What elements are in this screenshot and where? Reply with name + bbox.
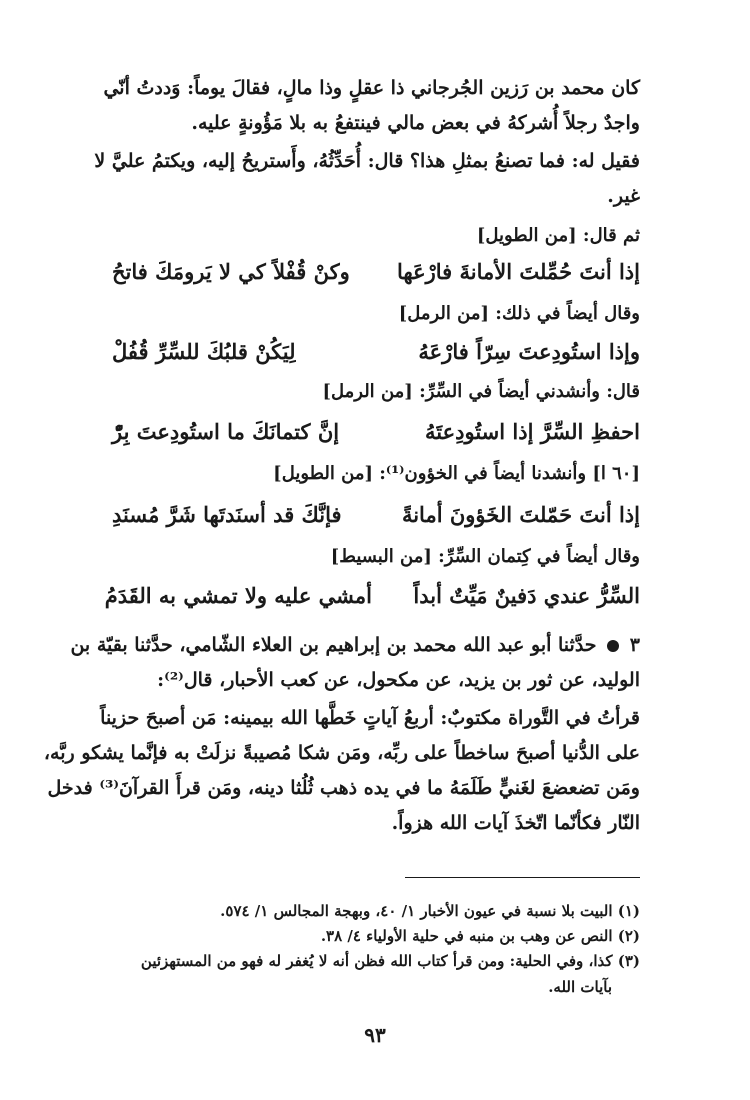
poem-1-first-hemistich: إذا أنتَ حُمِّلتَ الأمانةَ فارْعَها [396,259,640,284]
poem-4-intro: [٦٠ ا] وأنشدنا أيضاً في الخؤون⁽¹⁾: [من الطويل] [273,463,640,484]
footnote-2: (٢) النص عن وهب بن منبه في حلية الأولياء ٤/ ٣٨. [320,927,640,945]
hadith-text-line-1: قرأتُ في التَّوراة مكتوبٌ: أربعُ آياتٍ خَطَّها الله بيمينه: مَن أصبحَ حزيناً [100,707,640,729]
poem-5-first-hemistich: السِّرُّ عندي دَفينٌ مَيِّتٌ أبداً [413,583,640,608]
footnote-3-continuation: بآيات الله. [548,978,612,996]
hadith-text-line-4: النّار فكأنّما اتّخذَ آيات الله هزواً. [391,812,640,834]
poem-3-verse [112,412,640,452]
page-number: ٩٣ [364,1023,386,1047]
footnote-1: (١) البيت بلا نسبة في عيون الأخبار ١/ ٤٠، وبهجة المجالس ١/ ٥٧٤. [220,902,640,920]
hadith-number: ٣ [629,634,640,656]
hadith-text-line-2: على الدُّنيا أصبحَ ساخطاً على ربِّه، ومَن شكا مُصيبةً نزلَتْ به فإنَّما يشكو ربَّه، [43,742,640,764]
poem-2-intro: وقال أيضاً في ذلك: [من الرمل] [398,303,640,324]
hadith-text-line-3: ومَن تضعضعَ لغَنيٍّ طَلَمَهُ ما في يده ذهب ثُلُثا دينه، ومَن قرأَ القرآنَ⁽³⁾ فدخل [47,777,640,799]
poem-3-second-hemistich: إنَّ كتمانَكَ ما استُودِعتَ بِرّْ [112,419,340,444]
paragraph-1-line-1: كان محمد بن رَزين الجُرجاني ذا عقلٍ وذا مالٍ، فقالَ يوماً: وَددتُ أنّي [103,77,640,99]
hadith-isnad-line-1: حدَّثنا أبو عبد الله محمد بن إبراهيم بن العلاء الشّامي، حدَّثنا بقيّة بن [70,634,597,656]
poem-4-verse [112,495,640,535]
hadith-header-line-1 [70,627,640,663]
poem-4-first-hemistich: إذا أنتَ حَمّلتَ الخَؤونَ أمانةً [401,502,640,527]
paragraph-2-line-2: غير. [607,185,640,207]
footnote-separator [405,877,640,878]
hadith-isnad-line-2: الوليد، عن ثور بن يزيد، عن مكحول، عن كعب الأحبار، قال⁽²⁾: [157,669,640,691]
poem-3-intro: قال: وأنشدني أيضاً في السِّرِّ: [من الرمل] [322,381,640,402]
poem-1-intro: ثم قال: [من الطويل] [476,225,640,246]
footnote-3: (٣) كذا، وفي الحلية: ومن قرأ كتاب الله فظن أنه لا يُغفر له فهو من المستهزئين [140,952,640,970]
paragraph-1-line-2: واجدٌ رجلاً أُشركهُ في بعض مالي فينتفعُ به بلا مَؤُونةٍ عليه. [191,112,640,134]
poem-4-second-hemistich: فإنَّكَ قد أسنَدتَها شَرَّ مُسنَدِ [112,502,342,527]
poem-1-second-hemistich: وكنْ قُفْلاً كي لا يَرومَكَ فاتحُ [112,259,350,284]
poem-3-first-hemistich: احفظِ السِّرَّ إذا استُودِعتَهُ [425,419,640,444]
poem-1-verse [112,252,640,292]
poem-2-second-hemistich: لِيَكُنْ قلبُكَ للسِّرِّ قُفُلْ [112,339,296,364]
poem-2-first-hemistich: وإذا استُودِعتَ سِرّاً فارْعَهُ [418,339,640,364]
paragraph-2-line-1: فقيل له: فما تصنعُ بمثلِ هذا؟ قال: أُحَدِّثُهُ، وأَستريحُ إليه، ويكتمُ عليَّ لا [94,150,640,172]
bullet-icon [607,640,619,652]
poem-5-second-hemistich: أمشي عليه ولا تمشي به القَدَمُ [104,583,372,608]
poem-5-verse [104,576,640,616]
poem-5-intro: وقال أيضاً في كِتمان السِّرِّ: [من البسيط] [330,546,640,567]
poem-2-verse [112,332,640,372]
